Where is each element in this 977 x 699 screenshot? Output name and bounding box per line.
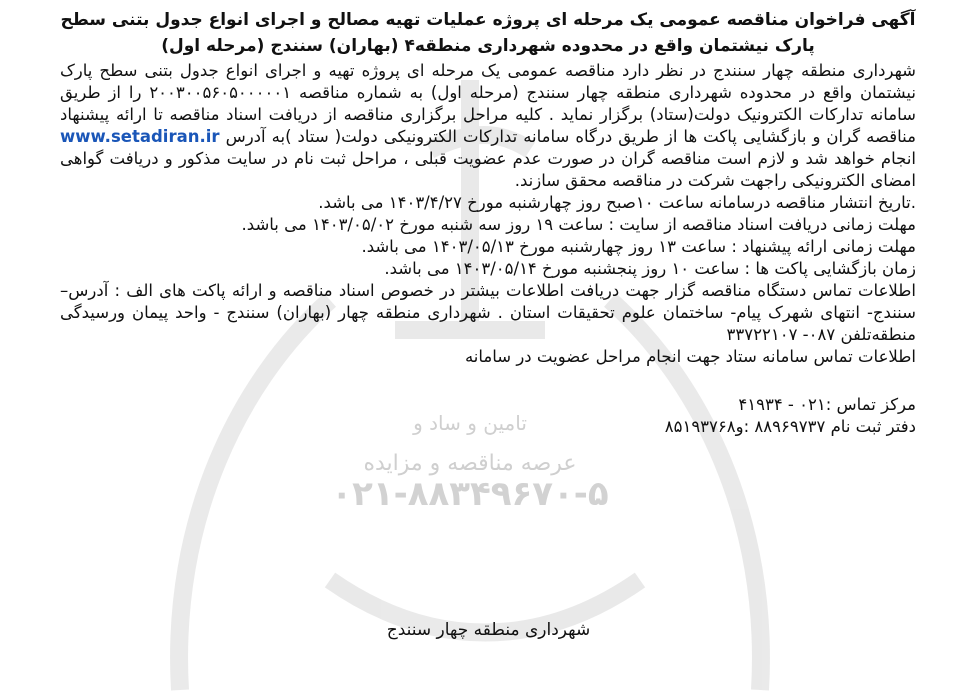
bid-deadline: مهلت زمانی ارائه پیشنهاد : ساعت ۱۳ روز چهارشنبه مورخ ۱۴۰۳/۰۵/۱۳ می باشد. xyxy=(361,237,916,256)
notice-body-part2: انجام خواهد شد و لازم است مناقصه گران در صورت عدم عضویت قبلی ، مراحل ثبت نام در سایت مذکور و دریافت گواهی امضای الکترونیکی راجهت شرکت در مناقصه محقق سازند. xyxy=(60,149,916,190)
notice-body xyxy=(60,60,916,192)
watermark-line2: عرصه مناقصه و مزایده xyxy=(363,451,577,476)
watermark-phone: ۰۲۱-۸۸۳۴۹۶۷۰-۵ xyxy=(331,474,609,514)
tender-notice xyxy=(60,8,916,438)
document-deadline: مهلت زمانی دریافت اسناد مناقصه از سایت : ساعت ۱۹ روز سه شنبه مورخ ۱۴۰۳/۰۵/۰۲ می باشد. xyxy=(241,215,916,234)
notice-title-line2: پارک نیشتمان واقع در محدوده شهرداری منطقه۴ (بهاران) سنندج (مرحله اول) xyxy=(161,36,815,56)
opening-date: زمان بازگشایی پاکت ها : ساعت ۱۰ روز پنجشنبه مورخ ۱۴۰۳/۰۵/۱۴ می باشد. xyxy=(384,259,916,278)
contact-info: اطلاعات تماس دستگاه مناقصه گزار جهت دریافت اطلاعات بیشتر در خصوص اسناد مناقصه و ارائه پاکت های الف : آدرس– سنندج- انتهای شهرک پیام- ساختمان علوم تحقیقات استان . شهرداری منطقه چهار (بهاران) سنندج - واحد پیمان ورسیدگی منطقه‌تلفن ۰۸۷- ۳۳۷۲۲۱۰۷ xyxy=(60,281,916,344)
watermark-line1: تامین و ساد و xyxy=(413,411,527,435)
municipality-signature: شهرداری منطقه چهار سنندج xyxy=(386,620,591,640)
registry-office: دفتر ثبت نام ۸۸۹۶۹۷۳۷ :و۸۵۱۹۳۷۶۸ xyxy=(664,417,916,436)
contact-center: مرکز تماس :۰۲۱ - ۴۱۹۳۴ xyxy=(738,395,916,414)
setad-website-link[interactable]: www.setadiran.ir xyxy=(60,127,220,146)
publish-date: .تاریخ انتشار مناقصه درسامانه ساعت ۱۰صبح روز چهارشنبه مورخ ۱۴۰۳/۴/۲۷ می باشد. xyxy=(318,193,916,212)
notice-title-line1: آگهی فراخوان مناقصه عمومی یک مرحله ای پروژه عملیات تهیه مصالح و اجرای انواع جدول بتنی سطح xyxy=(60,10,916,30)
notice-body-part1: شهرداری منطقه چهار سنندج در نظر دارد مناقصه عمومی یک مرحله ای پروژه تهیه و اجرای انواع جدول بتنی سطح پارک نیشتمان واقع در محدوده شهرداری منطقه چهار سنندج (مرحله اول) به شماره مناقصه ۲۰۰۳۰۰۵۶۰۵۰۰۰۰۰۱ را از طریق سامانه تدارکات الکترونیک دولت(ستاد) برگزار نماید . کلیه مراحل برگزاری مناقصه از دریافت اسناد مناقصه تا ارائه پیشنهاد مناقصه گران و بازگشایی پاکت ها از طریق درگاه سامانه تدارکات الکترونیکی دولت( ستاد )به آدرس xyxy=(60,61,917,146)
setad-contact-heading: اطلاعات تماس سامانه ستاد جهت انجام مراحل عضویت در سامانه xyxy=(464,347,916,366)
